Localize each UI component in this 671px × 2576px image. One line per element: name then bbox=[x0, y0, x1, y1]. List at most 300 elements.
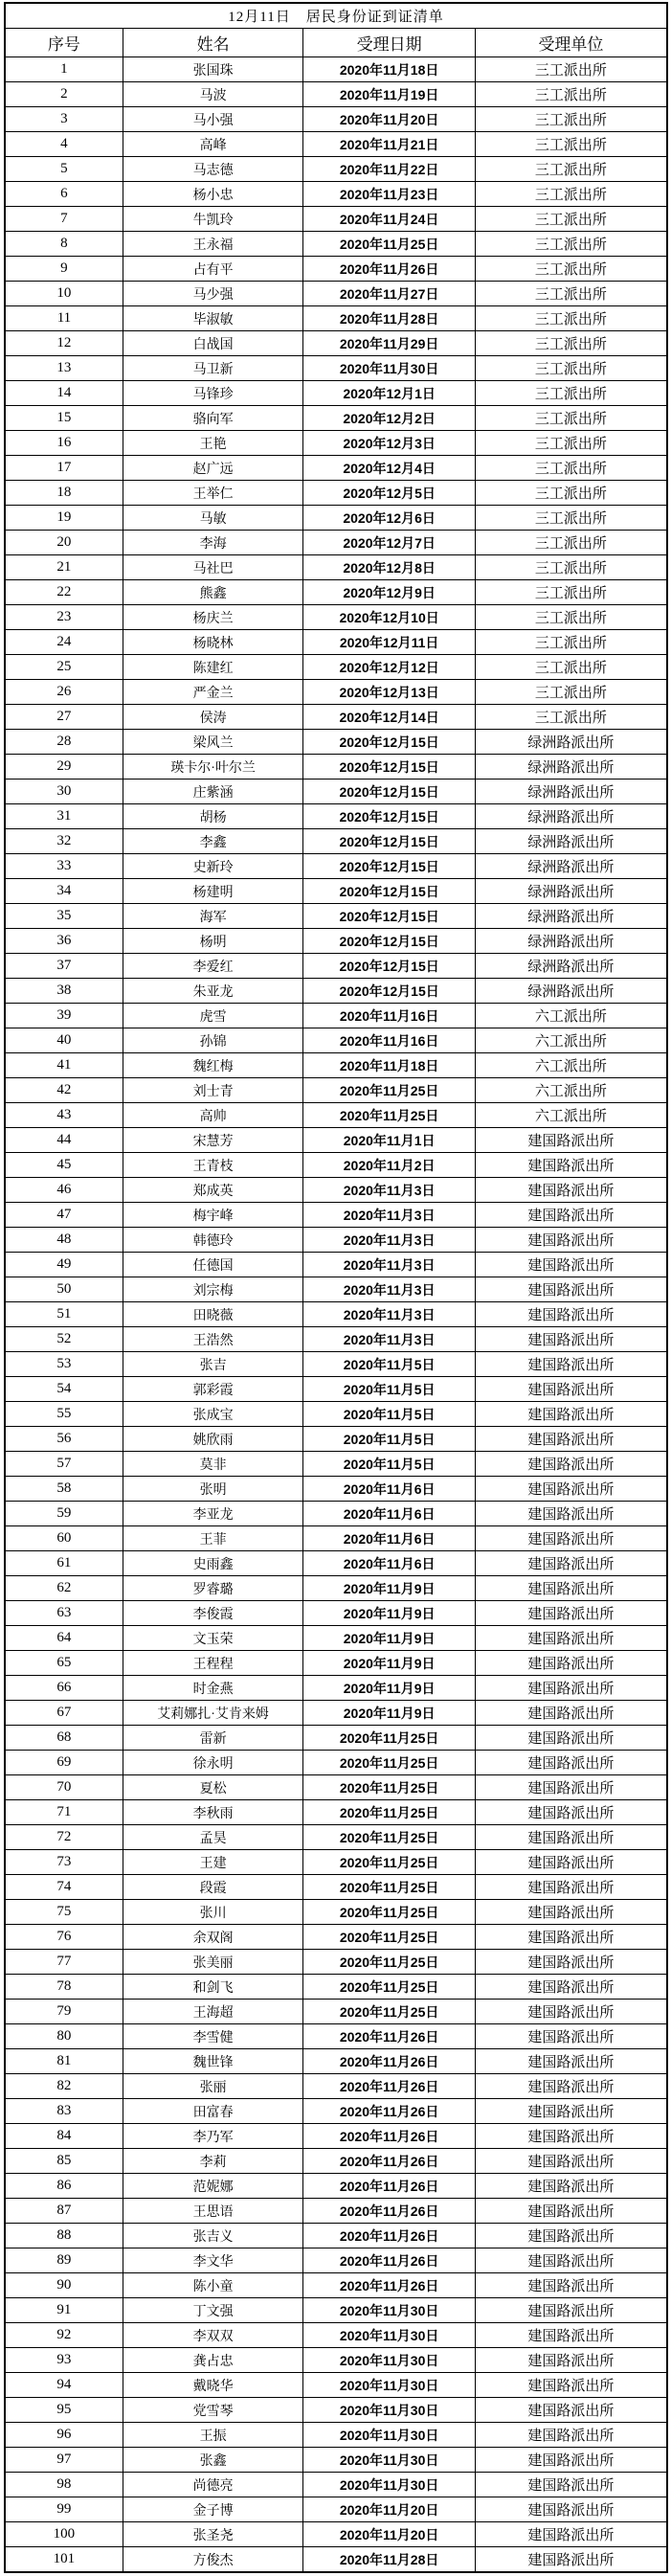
seq-cell: 26 bbox=[5, 680, 123, 705]
table-row bbox=[5, 406, 667, 431]
title-row bbox=[5, 3, 667, 29]
unit-cell: 绿洲路派出所 bbox=[475, 979, 667, 1004]
seq-cell: 35 bbox=[5, 904, 123, 929]
seq-cell: 74 bbox=[5, 1875, 123, 1900]
seq-cell: 60 bbox=[5, 1526, 123, 1551]
name-cell: 陈建红 bbox=[123, 655, 303, 680]
date-cell: 2020年12月2日 bbox=[303, 406, 476, 431]
table-row bbox=[5, 1775, 667, 1800]
date-cell: 2020年11月9日 bbox=[303, 1626, 476, 1651]
date-cell: 2020年11月30日 bbox=[303, 2398, 476, 2423]
unit-cell: 建国路派出所 bbox=[475, 1302, 667, 1327]
name-cell: 梅宇峰 bbox=[123, 1203, 303, 1228]
unit-cell: 建国路派出所 bbox=[475, 1825, 667, 1850]
date-cell: 2020年11月30日 bbox=[303, 356, 476, 381]
table-row bbox=[5, 1825, 667, 1850]
table-row bbox=[5, 580, 667, 605]
column-header-unit: 受理单位 bbox=[475, 29, 667, 57]
seq-cell: 84 bbox=[5, 2124, 123, 2149]
date-cell: 2020年11月16日 bbox=[303, 1004, 476, 1028]
seq-cell: 40 bbox=[5, 1028, 123, 1053]
table-row bbox=[5, 2473, 667, 2497]
name-cell: 虎雪 bbox=[123, 1004, 303, 1028]
table-row bbox=[5, 1302, 667, 1327]
unit-cell: 建国路派出所 bbox=[475, 2298, 667, 2323]
unit-cell: 建国路派出所 bbox=[475, 1502, 667, 1526]
table-row bbox=[5, 1377, 667, 1402]
seq-cell: 9 bbox=[5, 257, 123, 282]
name-cell: 陈小童 bbox=[123, 2273, 303, 2298]
name-cell: 高帅 bbox=[123, 1103, 303, 1128]
unit-cell: 三工派出所 bbox=[475, 157, 667, 182]
name-cell: 海军 bbox=[123, 904, 303, 929]
name-cell: 时金燕 bbox=[123, 1676, 303, 1701]
name-cell: 马锋珍 bbox=[123, 381, 303, 406]
name-cell: 张吉 bbox=[123, 1352, 303, 1377]
unit-cell: 绿洲路派出所 bbox=[475, 730, 667, 755]
seq-cell: 88 bbox=[5, 2224, 123, 2248]
name-cell: 雷新 bbox=[123, 1726, 303, 1751]
name-cell: 毕淑敏 bbox=[123, 306, 303, 331]
date-cell: 2020年11月30日 bbox=[303, 2298, 476, 2323]
unit-cell: 三工派出所 bbox=[475, 132, 667, 157]
name-cell: 王菲 bbox=[123, 1526, 303, 1551]
table-row bbox=[5, 1601, 667, 1626]
date-cell: 2020年11月5日 bbox=[303, 1352, 476, 1377]
seq-cell: 43 bbox=[5, 1103, 123, 1128]
unit-cell: 六工派出所 bbox=[475, 1078, 667, 1103]
unit-cell: 建国路派出所 bbox=[475, 2224, 667, 2248]
name-cell: 李文华 bbox=[123, 2248, 303, 2273]
date-cell: 2020年11月25日 bbox=[303, 1975, 476, 2000]
unit-cell: 建国路派出所 bbox=[475, 1676, 667, 1701]
date-cell: 2020年11月26日 bbox=[303, 2174, 476, 2199]
unit-cell: 绿洲路派出所 bbox=[475, 804, 667, 829]
seq-cell: 56 bbox=[5, 1427, 123, 1452]
unit-cell: 建国路派出所 bbox=[475, 2398, 667, 2423]
name-cell: 杨晓林 bbox=[123, 630, 303, 655]
seq-cell: 49 bbox=[5, 1253, 123, 1277]
table-row bbox=[5, 879, 667, 904]
column-header-row bbox=[5, 29, 667, 57]
date-cell: 2020年11月6日 bbox=[303, 1526, 476, 1551]
date-cell: 2020年12月15日 bbox=[303, 755, 476, 780]
seq-cell: 27 bbox=[5, 705, 123, 730]
table-row bbox=[5, 481, 667, 506]
seq-cell: 101 bbox=[5, 2547, 123, 2573]
date-cell: 2020年11月3日 bbox=[303, 1228, 476, 1253]
date-cell: 2020年11月9日 bbox=[303, 1601, 476, 1626]
table-row bbox=[5, 2323, 667, 2348]
table-row bbox=[5, 182, 667, 207]
seq-cell: 79 bbox=[5, 2000, 123, 2024]
table-row bbox=[5, 1875, 667, 1900]
seq-cell: 100 bbox=[5, 2522, 123, 2547]
seq-cell: 25 bbox=[5, 655, 123, 680]
seq-cell: 45 bbox=[5, 1153, 123, 1178]
date-cell: 2020年11月23日 bbox=[303, 182, 476, 207]
seq-cell: 61 bbox=[5, 1551, 123, 1576]
unit-cell: 建国路派出所 bbox=[475, 2199, 667, 2224]
date-cell: 2020年11月25日 bbox=[303, 1103, 476, 1128]
name-cell: 徐永明 bbox=[123, 1751, 303, 1775]
date-cell: 2020年11月18日 bbox=[303, 1053, 476, 1078]
table-row bbox=[5, 705, 667, 730]
unit-cell: 绿洲路派出所 bbox=[475, 954, 667, 979]
date-cell: 2020年11月25日 bbox=[303, 1850, 476, 1875]
table-row bbox=[5, 1925, 667, 1950]
name-cell: 刘宗梅 bbox=[123, 1277, 303, 1302]
name-cell: 梁风兰 bbox=[123, 730, 303, 755]
table-row bbox=[5, 1975, 667, 2000]
date-cell: 2020年11月25日 bbox=[303, 1925, 476, 1950]
seq-cell: 31 bbox=[5, 804, 123, 829]
table-row bbox=[5, 2124, 667, 2149]
unit-cell: 建国路派出所 bbox=[475, 2124, 667, 2149]
unit-cell: 六工派出所 bbox=[475, 1053, 667, 1078]
unit-cell: 建国路派出所 bbox=[475, 2024, 667, 2049]
date-cell: 2020年11月25日 bbox=[303, 1800, 476, 1825]
seq-cell: 96 bbox=[5, 2423, 123, 2448]
seq-cell: 82 bbox=[5, 2074, 123, 2099]
name-cell: 庄紫涵 bbox=[123, 780, 303, 804]
name-cell: 李亚龙 bbox=[123, 1502, 303, 1526]
name-cell: 张美丽 bbox=[123, 1950, 303, 1975]
table-row bbox=[5, 1277, 667, 1302]
date-cell: 2020年11月6日 bbox=[303, 1502, 476, 1526]
table-row bbox=[5, 2398, 667, 2423]
seq-cell: 65 bbox=[5, 1651, 123, 1676]
name-cell: 任德国 bbox=[123, 1253, 303, 1277]
unit-cell: 建国路派出所 bbox=[475, 1626, 667, 1651]
name-cell: 李雪健 bbox=[123, 2024, 303, 2049]
unit-cell: 三工派出所 bbox=[475, 580, 667, 605]
seq-cell: 21 bbox=[5, 555, 123, 580]
unit-cell: 建国路派出所 bbox=[475, 1427, 667, 1452]
name-cell: 张川 bbox=[123, 1900, 303, 1925]
table-row bbox=[5, 82, 667, 107]
unit-cell: 建国路派出所 bbox=[475, 2074, 667, 2099]
name-cell: 熊鑫 bbox=[123, 580, 303, 605]
seq-cell: 38 bbox=[5, 979, 123, 1004]
unit-cell: 三工派出所 bbox=[475, 605, 667, 630]
name-cell: 姚欣雨 bbox=[123, 1427, 303, 1452]
unit-cell: 三工派出所 bbox=[475, 57, 667, 82]
date-cell: 2020年11月25日 bbox=[303, 1950, 476, 1975]
table-row bbox=[5, 232, 667, 257]
seq-cell: 87 bbox=[5, 2199, 123, 2224]
date-cell: 2020年12月15日 bbox=[303, 804, 476, 829]
date-cell: 2020年12月1日 bbox=[303, 381, 476, 406]
unit-cell: 建国路派出所 bbox=[475, 1253, 667, 1277]
date-cell: 2020年11月25日 bbox=[303, 232, 476, 257]
table-row bbox=[5, 904, 667, 929]
table-row bbox=[5, 506, 667, 531]
seq-cell: 59 bbox=[5, 1502, 123, 1526]
date-cell: 2020年11月5日 bbox=[303, 1377, 476, 1402]
name-cell: 牛凯玲 bbox=[123, 207, 303, 232]
table-row bbox=[5, 1800, 667, 1825]
table-row bbox=[5, 57, 667, 82]
table-row bbox=[5, 1576, 667, 1601]
name-cell: 张国珠 bbox=[123, 57, 303, 82]
seq-cell: 77 bbox=[5, 1950, 123, 1975]
date-cell: 2020年12月15日 bbox=[303, 904, 476, 929]
page-title: 12月11日 居民身份证到证清单 bbox=[5, 3, 667, 29]
name-cell: 侯涛 bbox=[123, 705, 303, 730]
seq-cell: 68 bbox=[5, 1726, 123, 1751]
unit-cell: 建国路派出所 bbox=[475, 2473, 667, 2497]
seq-cell: 30 bbox=[5, 780, 123, 804]
unit-cell: 建国路派出所 bbox=[475, 2348, 667, 2373]
unit-cell: 建国路派出所 bbox=[475, 1701, 667, 1726]
date-cell: 2020年11月26日 bbox=[303, 2124, 476, 2149]
seq-cell: 44 bbox=[5, 1128, 123, 1153]
table-row bbox=[5, 954, 667, 979]
name-cell: 高峰 bbox=[123, 132, 303, 157]
date-cell: 2020年11月6日 bbox=[303, 1477, 476, 1502]
unit-cell: 建国路派出所 bbox=[475, 2522, 667, 2547]
table-row bbox=[5, 456, 667, 481]
unit-cell: 建国路派出所 bbox=[475, 1775, 667, 1800]
seq-cell: 73 bbox=[5, 1850, 123, 1875]
date-cell: 2020年11月26日 bbox=[303, 2273, 476, 2298]
table-row bbox=[5, 1352, 667, 1377]
table-row bbox=[5, 2348, 667, 2373]
table-row bbox=[5, 331, 667, 356]
seq-cell: 10 bbox=[5, 282, 123, 306]
seq-cell: 95 bbox=[5, 2398, 123, 2423]
unit-cell: 三工派出所 bbox=[475, 207, 667, 232]
name-cell: 艾莉娜扎·艾肯来姆 bbox=[123, 1701, 303, 1726]
unit-cell: 三工派出所 bbox=[475, 680, 667, 705]
seq-cell: 86 bbox=[5, 2174, 123, 2199]
name-cell: 夏松 bbox=[123, 1775, 303, 1800]
date-cell: 2020年12月6日 bbox=[303, 506, 476, 531]
unit-cell: 六工派出所 bbox=[475, 1028, 667, 1053]
table-row bbox=[5, 655, 667, 680]
date-cell: 2020年12月13日 bbox=[303, 680, 476, 705]
seq-cell: 94 bbox=[5, 2373, 123, 2398]
table-row bbox=[5, 780, 667, 804]
name-cell: 尚德亮 bbox=[123, 2473, 303, 2497]
seq-cell: 19 bbox=[5, 506, 123, 531]
seq-cell: 11 bbox=[5, 306, 123, 331]
unit-cell: 三工派出所 bbox=[475, 481, 667, 506]
date-cell: 2020年11月30日 bbox=[303, 2348, 476, 2373]
date-cell: 2020年11月26日 bbox=[303, 2024, 476, 2049]
date-cell: 2020年11月26日 bbox=[303, 2049, 476, 2074]
table-row bbox=[5, 1128, 667, 1153]
unit-cell: 建国路派出所 bbox=[475, 2448, 667, 2473]
date-cell: 2020年11月20日 bbox=[303, 2497, 476, 2522]
table-row bbox=[5, 2224, 667, 2248]
unit-cell: 建国路派出所 bbox=[475, 2323, 667, 2348]
seq-cell: 4 bbox=[5, 132, 123, 157]
unit-cell: 绿洲路派出所 bbox=[475, 929, 667, 954]
table-row bbox=[5, 1028, 667, 1053]
unit-cell: 建国路派出所 bbox=[475, 1327, 667, 1352]
seq-cell: 80 bbox=[5, 2024, 123, 2049]
date-cell: 2020年11月25日 bbox=[303, 1825, 476, 1850]
name-cell: 张成宝 bbox=[123, 1402, 303, 1427]
table-row bbox=[5, 2149, 667, 2174]
unit-cell: 建国路派出所 bbox=[475, 1601, 667, 1626]
date-cell: 2020年11月26日 bbox=[303, 257, 476, 282]
name-cell: 莫非 bbox=[123, 1452, 303, 1477]
date-cell: 2020年11月9日 bbox=[303, 1676, 476, 1701]
name-cell: 李双双 bbox=[123, 2323, 303, 2348]
seq-cell: 85 bbox=[5, 2149, 123, 2174]
date-cell: 2020年11月6日 bbox=[303, 1551, 476, 1576]
date-cell: 2020年11月5日 bbox=[303, 1402, 476, 1427]
name-cell: 刘士青 bbox=[123, 1078, 303, 1103]
unit-cell: 三工派出所 bbox=[475, 282, 667, 306]
column-header-date: 受理日期 bbox=[303, 29, 476, 57]
table-row bbox=[5, 605, 667, 630]
date-cell: 2020年12月5日 bbox=[303, 481, 476, 506]
date-cell: 2020年11月3日 bbox=[303, 1327, 476, 1352]
unit-cell: 建国路派出所 bbox=[475, 1477, 667, 1502]
table-row bbox=[5, 381, 667, 406]
column-header-seq: 序号 bbox=[5, 29, 123, 57]
name-cell: 张鑫 bbox=[123, 2448, 303, 2473]
table-row bbox=[5, 555, 667, 580]
date-cell: 2020年12月8日 bbox=[303, 555, 476, 580]
name-cell: 余双阁 bbox=[123, 1925, 303, 1950]
seq-cell: 5 bbox=[5, 157, 123, 182]
name-cell: 李俊霞 bbox=[123, 1601, 303, 1626]
name-cell: 杨小忠 bbox=[123, 182, 303, 207]
seq-cell: 12 bbox=[5, 331, 123, 356]
name-cell: 龚占忠 bbox=[123, 2348, 303, 2373]
unit-cell: 建国路派出所 bbox=[475, 2174, 667, 2199]
name-cell: 史雨鑫 bbox=[123, 1551, 303, 1576]
seq-cell: 67 bbox=[5, 1701, 123, 1726]
seq-cell: 1 bbox=[5, 57, 123, 82]
unit-cell: 三工派出所 bbox=[475, 182, 667, 207]
table-row bbox=[5, 356, 667, 381]
unit-cell: 建国路派出所 bbox=[475, 1153, 667, 1178]
unit-cell: 建国路派出所 bbox=[475, 2423, 667, 2448]
table-row bbox=[5, 2448, 667, 2473]
unit-cell: 绿洲路派出所 bbox=[475, 879, 667, 904]
seq-cell: 52 bbox=[5, 1327, 123, 1352]
name-cell: 王海超 bbox=[123, 2000, 303, 2024]
unit-cell: 六工派出所 bbox=[475, 1004, 667, 1028]
date-cell: 2020年11月25日 bbox=[303, 1775, 476, 1800]
seq-cell: 66 bbox=[5, 1676, 123, 1701]
name-cell: 骆向军 bbox=[123, 406, 303, 431]
table-row bbox=[5, 2024, 667, 2049]
name-cell: 李莉 bbox=[123, 2149, 303, 2174]
table-row bbox=[5, 1651, 667, 1676]
unit-cell: 建国路派出所 bbox=[475, 1950, 667, 1975]
table-row bbox=[5, 1427, 667, 1452]
unit-cell: 建国路派出所 bbox=[475, 2273, 667, 2298]
seq-cell: 13 bbox=[5, 356, 123, 381]
date-cell: 2020年11月30日 bbox=[303, 2373, 476, 2398]
name-cell: 孙锦 bbox=[123, 1028, 303, 1053]
unit-cell: 建国路派出所 bbox=[475, 1377, 667, 1402]
name-cell: 王青枝 bbox=[123, 1153, 303, 1178]
unit-cell: 绿洲路派出所 bbox=[475, 854, 667, 879]
name-cell: 和剑飞 bbox=[123, 1975, 303, 2000]
date-cell: 2020年11月16日 bbox=[303, 1028, 476, 1053]
name-cell: 张明 bbox=[123, 1477, 303, 1502]
table-row bbox=[5, 755, 667, 780]
table-row bbox=[5, 2248, 667, 2273]
unit-cell: 三工派出所 bbox=[475, 506, 667, 531]
date-cell: 2020年11月9日 bbox=[303, 1576, 476, 1601]
date-cell: 2020年12月7日 bbox=[303, 531, 476, 555]
seq-cell: 24 bbox=[5, 630, 123, 655]
unit-cell: 建国路派出所 bbox=[475, 1526, 667, 1551]
unit-cell: 三工派出所 bbox=[475, 531, 667, 555]
date-cell: 2020年11月30日 bbox=[303, 2423, 476, 2448]
seq-cell: 39 bbox=[5, 1004, 123, 1028]
date-cell: 2020年11月27日 bbox=[303, 282, 476, 306]
unit-cell: 建国路派出所 bbox=[475, 2000, 667, 2024]
seq-cell: 81 bbox=[5, 2049, 123, 2074]
unit-cell: 三工派出所 bbox=[475, 82, 667, 107]
name-cell: 王程程 bbox=[123, 1651, 303, 1676]
table-row bbox=[5, 2099, 667, 2124]
unit-cell: 建国路派出所 bbox=[475, 1651, 667, 1676]
table-row bbox=[5, 2423, 667, 2448]
date-cell: 2020年12月4日 bbox=[303, 456, 476, 481]
table-row bbox=[5, 2497, 667, 2522]
table-row bbox=[5, 2522, 667, 2547]
unit-cell: 建国路派出所 bbox=[475, 1925, 667, 1950]
unit-cell: 建国路派出所 bbox=[475, 1551, 667, 1576]
seq-cell: 20 bbox=[5, 531, 123, 555]
date-cell: 2020年12月9日 bbox=[303, 580, 476, 605]
unit-cell: 三工派出所 bbox=[475, 431, 667, 456]
seq-cell: 6 bbox=[5, 182, 123, 207]
date-cell: 2020年11月30日 bbox=[303, 2473, 476, 2497]
name-cell: 马卫新 bbox=[123, 356, 303, 381]
name-cell: 占有平 bbox=[123, 257, 303, 282]
name-cell: 王建 bbox=[123, 1850, 303, 1875]
name-cell: 王举仁 bbox=[123, 481, 303, 506]
seq-cell: 69 bbox=[5, 1751, 123, 1775]
name-cell: 朱亚龙 bbox=[123, 979, 303, 1004]
table-row bbox=[5, 804, 667, 829]
id-card-list-table bbox=[4, 2, 668, 2573]
seq-cell: 2 bbox=[5, 82, 123, 107]
date-cell: 2020年11月3日 bbox=[303, 1277, 476, 1302]
table-row bbox=[5, 1850, 667, 1875]
date-cell: 2020年11月5日 bbox=[303, 1427, 476, 1452]
table-row bbox=[5, 1900, 667, 1925]
seq-cell: 28 bbox=[5, 730, 123, 755]
name-cell: 瑛卡尔·叶尔兰 bbox=[123, 755, 303, 780]
table-row bbox=[5, 829, 667, 854]
date-cell: 2020年12月15日 bbox=[303, 780, 476, 804]
date-cell: 2020年12月11日 bbox=[303, 630, 476, 655]
table-row bbox=[5, 1477, 667, 1502]
unit-cell: 建国路派出所 bbox=[475, 2248, 667, 2273]
name-cell: 李秋雨 bbox=[123, 1800, 303, 1825]
name-cell: 罗睿璐 bbox=[123, 1576, 303, 1601]
table-row bbox=[5, 207, 667, 232]
seq-cell: 98 bbox=[5, 2473, 123, 2497]
seq-cell: 48 bbox=[5, 1228, 123, 1253]
table-row bbox=[5, 2373, 667, 2398]
name-cell: 文玉荣 bbox=[123, 1626, 303, 1651]
date-cell: 2020年11月9日 bbox=[303, 1701, 476, 1726]
